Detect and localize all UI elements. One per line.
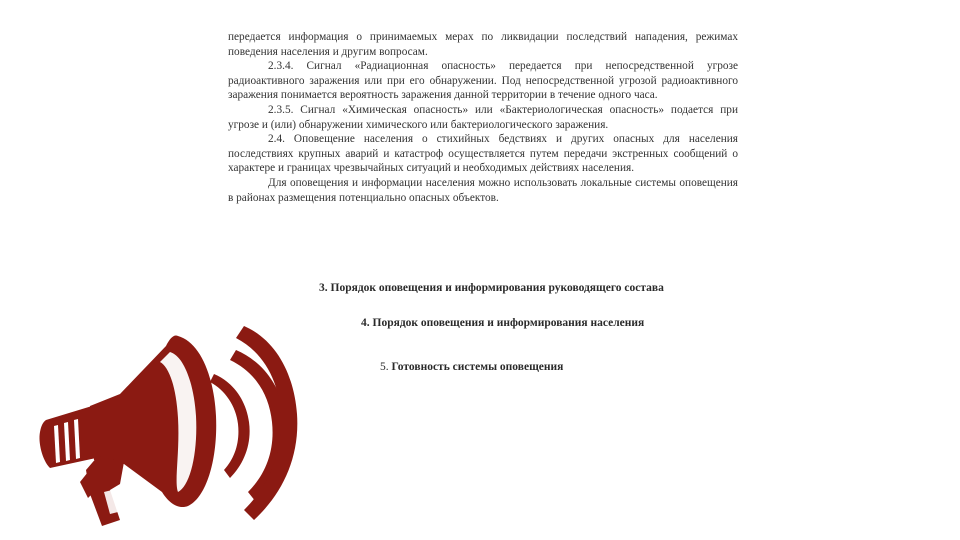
paragraph-continuation: передается информация о принимаемых мерах по ликвидации последствий нападения, режимах поведения населения и другим вопросам. xyxy=(228,31,738,58)
paragraph-2-4: 2.4. Оповещение населения о стихийных бедствиях и других опасных для населения последствиях крупных аварий и катастроф осуществляется путем передачи экстренных сообщений о характере и границах чрезвычайных ситуаций и необходимых действиях населения. xyxy=(228,133,738,175)
section-4-heading: 4. Порядок оповещения и информирования населения xyxy=(361,317,645,329)
section-5-number: 5. xyxy=(380,361,389,373)
section-5-heading xyxy=(380,361,563,373)
document-body xyxy=(228,30,738,205)
paragraph-local-systems: Для оповещения и информации населения можно использовать локальные системы оповещения в районах размещения потенциально опасных объектов. xyxy=(228,176,738,204)
paragraph-2-3-5: 2.3.5. Сигнал «Химическая опасность» или «Бактериологическая опасность» подается при угрозе и (или) обнаружении химического или бактериологического заражения. xyxy=(228,103,738,131)
section-3-heading: 3. Порядок оповещения и информирования руководящего состава xyxy=(319,282,664,294)
section-5-title: Готовность системы оповещения xyxy=(391,361,564,373)
paragraph-2-3-4: 2.3.4. Сигнал «Радиационная опасность» передается при непосредственной угрозе радиоактивного заражения или при его обнаружении. Под непосредственной угрозой радиоактивного заражения понимается вероятность заражения данной территории в течение одного часа. xyxy=(228,60,738,102)
megaphone-icon xyxy=(28,322,300,530)
